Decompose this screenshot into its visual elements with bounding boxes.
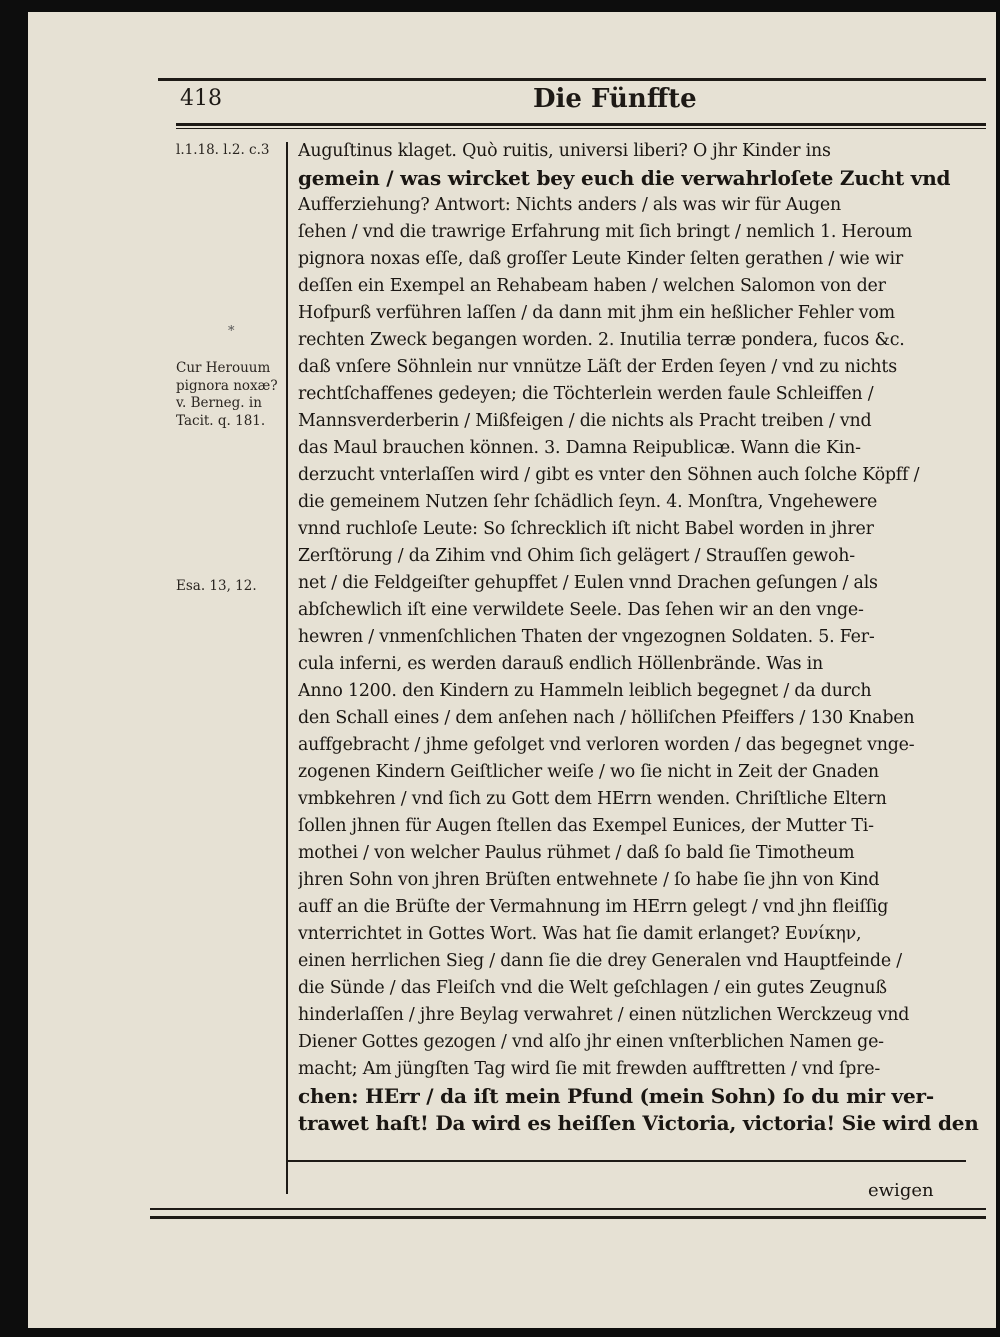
header-rule xyxy=(176,123,986,126)
text-line: net / die Feldgeiſter gehupffet / Eulen vnnd Drachen geſungen / als xyxy=(298,573,878,593)
margin-note: l.1.18. l.2. c.3 xyxy=(176,142,270,158)
text-line: deſſen ein Exempel an Rehabeam haben / welchen Salomon von der xyxy=(298,276,886,296)
text-line: vnterrichtet in Gottes Wort. Was hat ſie damit erlanget? Ευνίκην, xyxy=(298,924,862,944)
text-line: rechtſchaffenes gedeyen; die Töchterlein werden faule Schleiffen / xyxy=(298,384,874,404)
text-line: die Sünde / das Fleiſch vnd die Welt geſchlagen / ein gutes Zeugnuß xyxy=(298,978,887,998)
margin-note: Cur Herouum pignora noxæ? v. Berneg. in Tacit. q. 181. xyxy=(176,360,278,429)
text-line: jhren Sohn von jhren Brüſten entwehnete / ſo habe ſie jhn von Kind xyxy=(298,870,880,890)
top-rule xyxy=(158,78,986,81)
text-line: daß vnſere Söhnlein nur vnnütze Läſt der Erden ſeyen / vnd zu nichts xyxy=(298,357,897,377)
text-line: Zerſtörung / da Zihim vnd Ohim ſich gelägert / Strauſſen gewoh- xyxy=(298,546,855,566)
text-line: hewren / vnmenſchlichen Thaten der vngezognen Soldaten. 5. Fer- xyxy=(298,627,875,647)
column-divider xyxy=(286,142,288,1194)
running-head: Die Fünffte xyxy=(533,84,697,114)
text-bottom-rule xyxy=(286,1160,966,1162)
text-line: cula inferni, es werden darauß endlich Höllenbrände. Was in xyxy=(298,654,824,674)
text-line: Mannsverderberin / Mißfeigen / die nichts als Pracht treiben / vnd xyxy=(298,411,872,431)
book-page xyxy=(28,12,996,1328)
text-line: auff an die Brüſte der Vermahnung im HErrn gelegt / vnd jhn fleiſſig xyxy=(298,897,889,917)
catchword: ewigen xyxy=(868,1180,934,1201)
text-line: macht; Am jüngſten Tag wird ſie mit frewden aufftretten / vnd ſpre- xyxy=(298,1059,881,1079)
text-line: ſollen jhnen für Augen ſtellen das Exempel Eunices, der Mutter Ti- xyxy=(298,816,874,836)
header-rule-thin xyxy=(176,128,986,129)
text-line: pignora noxas eſſe, daß groſſer Leute Kinder ſelten gerathen / wie wir xyxy=(298,249,903,269)
text-line: das Maul brauchen können. 3. Damna Reipublicæ. Wann die Kin- xyxy=(298,438,861,458)
text-line: mothei / von welcher Paulus rühmet / daß ſo bald ſie Timotheum xyxy=(298,843,855,863)
text-line: Auguſtinus klaget. Quò ruitis, universi liberi? O jhr Kinder ins xyxy=(298,141,831,161)
text-line: zogenen Kindern Geiſtlicher weiſe / wo ſie nicht in Zeit der Gnaden xyxy=(298,762,879,782)
text-line: Aufferziehung? Antwort: Nichts anders / als was wir für Augen xyxy=(298,195,841,215)
text-line: Diener Gottes gezogen / vnd alſo jhr einen vnſterblichen Namen ge- xyxy=(298,1032,884,1052)
text-line: rechten Zweck begangen worden. 2. Inutilia terræ pondera, fucos &c. xyxy=(298,330,905,350)
text-line: abſchewlich iſt eine verwildete Seele. Das ſehen wir an den vnge- xyxy=(298,600,864,620)
text-line: vnnd ruchloſe Leute: So ſchrecklich iſt nicht Babel worden in jhrer xyxy=(298,519,874,539)
margin-note: Esa. 13, 12. xyxy=(176,578,257,594)
text-line: ſehen / vnd die trawrige Erfahrung mit ſich bringt / nemlich 1. Heroum xyxy=(298,222,913,242)
text-line: vmbkehren / vnd ſich zu Gott dem HErrn wenden. Chriſtliche Eltern xyxy=(298,789,887,809)
text-line: hinderlaſſen / jhre Beylag verwahret / einen nützlichen Werckzeug vnd xyxy=(298,1005,910,1025)
text-line: den Schall eines / dem anſehen nach / hölliſchen Pfeiffers / 130 Knaben xyxy=(298,708,915,728)
bottom-rule-thick xyxy=(150,1216,986,1219)
text-line: derzucht vnterlaſſen wird / gibt es vnter den Söhnen auch ſolche Köpff / xyxy=(298,465,920,485)
text-line: gemein / was wircket bey euch die verwahrloſete Zucht vnd xyxy=(298,166,951,190)
margin-mark: * xyxy=(228,324,235,339)
text-line: Anno 1200. den Kindern zu Hammeln leiblich begegnet / da durch xyxy=(298,681,872,701)
text-line: die gemeinem Nutzen ſehr ſchädlich ſeyn. 4. Monſtra, Vngehewere xyxy=(298,492,878,512)
text-line: auffgebracht / jhme gefolget vnd verloren worden / das begegnet vnge- xyxy=(298,735,915,755)
bottom-rule xyxy=(150,1208,986,1210)
text-line: einen herrlichen Sieg / dann ſie die drey Generalen vnd Hauptfeinde / xyxy=(298,951,902,971)
text-line: Hofpurß verführen laſſen / da dann mit jhm ein heßlicher Fehler vom xyxy=(298,303,895,323)
page-number: 418 xyxy=(180,86,222,111)
text-line: chen: HErr / da iſt mein Pfund (mein Sohn) ſo du mir ver- xyxy=(298,1084,934,1108)
text-line: trawet haſt! Da wird es heiſſen Victoria, victoria! Sie wird den xyxy=(298,1111,979,1135)
